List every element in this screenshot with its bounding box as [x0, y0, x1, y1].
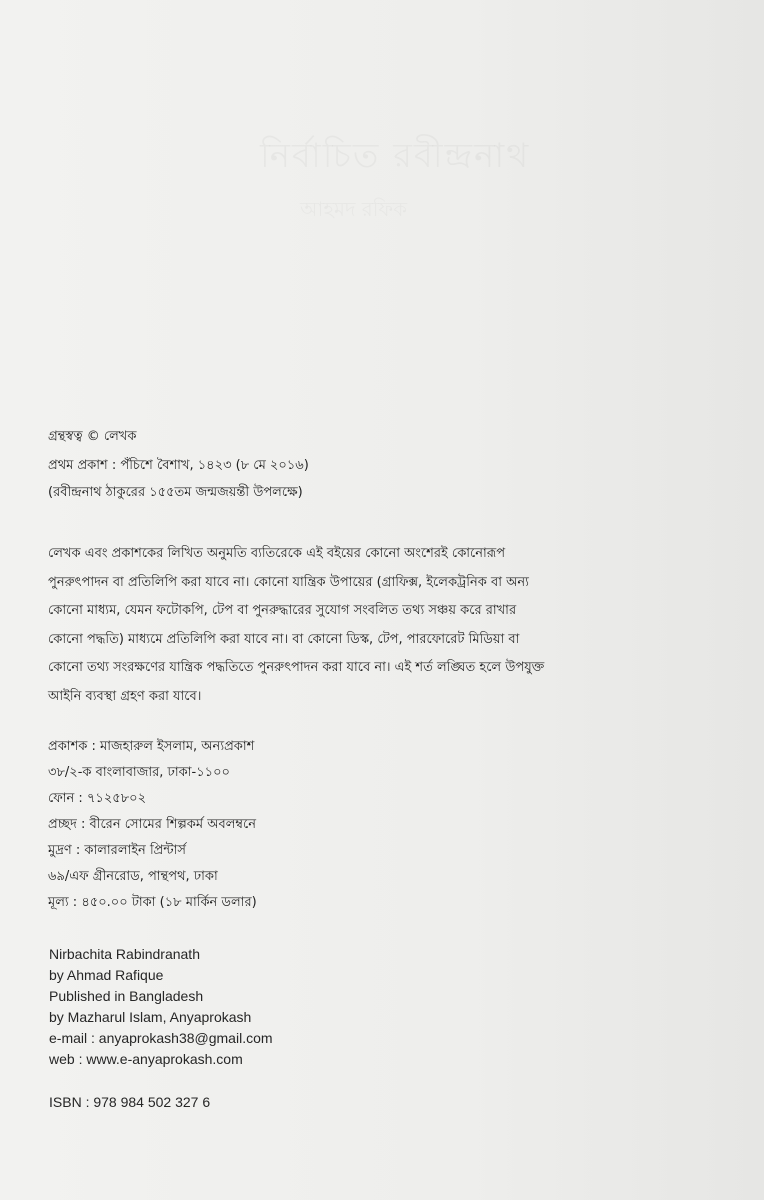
printer-address-line: ৬৯/এফ গ্রীনরোড, পান্থপথ, ঢাকা: [48, 869, 218, 884]
rights-notice-line: পুনরুৎপাদন বা প্রতিলিপি করা যাবে না। কোনো যান্ত্রিক উপায়ের (গ্রাফিক্স, ইলেকট্রনিক বা অন্য: [48, 574, 529, 590]
english-email-line: e-mail : anyaprokash38@gmail.com: [49, 1030, 273, 1046]
rights-notice-line: কোনো মাধ্যম, যেমন ফটোকপি, টেপ বা পুনরুদ্ধারের সুযোগ সংবলিত তথ্য সঞ্চয় করে রাখার: [48, 603, 517, 618]
price-line: মূল্য : ৪৫০.০০ টাকা (১৮ মার্কিন ডলার): [48, 895, 257, 910]
phone-line: ফোন : ৭১২৫৮০২: [48, 791, 147, 806]
occasion-line: (রবীন্দ্রনাথ ঠাকুরের ১৫৫তম জন্মজয়ন্তী উপলক্ষে): [48, 485, 303, 500]
english-publisher-line: by Mazharul Islam, Anyaprokash: [49, 1009, 252, 1025]
english-author-line: by Ahmad Rafique: [49, 967, 164, 983]
printer-line: মুদ্রণ : কালারলাইন প্রিন্টার্স: [48, 843, 186, 858]
copyright-line: গ্রন্থস্বত্ব © লেখক: [48, 429, 137, 444]
rights-notice-paragraph: [48, 540, 718, 711]
cover-line: প্রচ্ছদ : বীরেন সোমের শিল্পকর্ম অবলম্বনে: [48, 817, 257, 832]
rights-notice-line: লেখক এবং প্রকাশকের লিখিত অনুমতি ব্যতিরেকে এই বইয়ের কোনো অংশেরই কোনোরূপ: [48, 546, 506, 561]
faded-bleedthrough-subtitle: [300, 195, 407, 228]
english-web-line: web : www.e-anyaprokash.com: [49, 1051, 243, 1067]
rights-notice-line: আইনি ব্যবস্থা গ্রহণ করা যাবে।: [48, 688, 202, 704]
address-line: ৩৮/২-ক বাংলাবাজার, ঢাকা-১১০০: [48, 765, 230, 780]
rights-notice-line: কোনো তথ্য সংরক্ষণের যান্ত্রিক পদ্ধতিতে পুনরুৎপাদন করা যাবে না। এই শর্ত লঙ্ঘিত হলে উপযুক্ত: [48, 660, 545, 675]
rights-notice-line: কোনো পদ্ধতি) মাধ্যমে প্রতিলিপি করা যাবে না। বা কোনো ডিস্ক, টেপ, পারফোরেট মিডিয়া বা: [48, 631, 520, 647]
english-published-line: Published in Bangladesh: [49, 988, 204, 1004]
publisher-line: প্রকাশক : মাজহারুল ইসলাম, অন্যপ্রকাশ: [48, 739, 255, 754]
faded-bleedthrough-title: [260, 130, 530, 187]
isbn-line: ISBN : 978 984 502 327 6: [49, 1094, 211, 1110]
english-title-line: Nirbachita Rabindranath: [49, 946, 200, 962]
first-edition-line: প্রথম প্রকাশ : পঁচিশে বৈশাখ, ১৪২৩ (৮ মে ২০১৬): [48, 458, 309, 473]
